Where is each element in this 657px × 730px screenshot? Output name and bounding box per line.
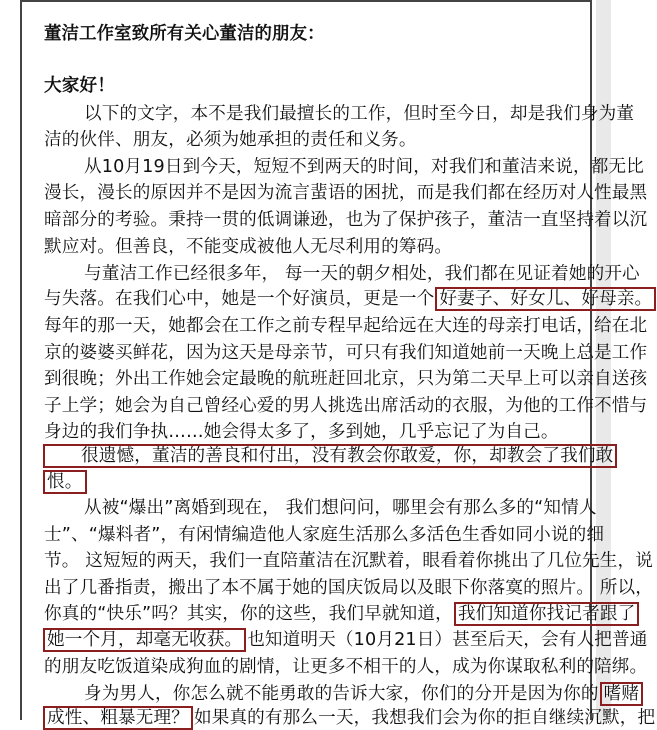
paragraph-3-line-7: 身边的我们争执……她会得太多了，多到她，几乎忘记了为自己。 [44,422,559,442]
highlight-box-no-gain: 她一个月，却毫无收获。 [43,628,246,652]
highlight-box-regret: 很遗憾，董洁的善良和付出，没有教会你敢爱，你，却教会了我们敢 [43,444,617,468]
paragraph-4-line-2 [42,472,88,492]
paragraph-6-line-2-text: 如果真的有那么一天，我想我们会为你的拒自继续沉默，把 [193,708,656,728]
paragraph-3-line-3: 每年的那一天，她都会在工作之前专程早起给远在大连的母亲打电话，给在北 [44,316,648,336]
paragraph-2-line-1: 从10月19日到今天，短短不到两天的时间，对我们和董洁来说，都无比 [84,157,644,177]
paragraph-6-line-1 [84,684,644,704]
paragraph-3-line-4: 京的婆婆买鲜花，因为这天是母亲节，可只有我们知道她前一天晚上总是工作 [44,343,648,363]
paragraph-5-line-4: 出了几番指责，搬出了本不属于她的国庆饭局以及眼下你落寞的照片。 所以， [44,578,654,598]
paragraph-5-line-1: 从被“爆出”离婚到现在， 我们想问问，哪里会有那么多的“知情人 [84,498,597,518]
paragraph-5-line-5-text: 你真的“快乐”吗？其实，你的这些，我们早就知道， [44,604,453,624]
paragraph-4-line-1 [42,446,618,466]
paragraph-1-line-1: 以下的文字，本不是我们最擅长的工作，但时至今日，却是我们身为董 [84,104,635,124]
highlight-box-reporter: 我们知道你找记者跟了 [454,602,639,626]
paragraph-3-line-2 [44,289,657,309]
paragraph-2-line-4: 默应对。但善良，不能变成被他人无尽利用的筹码。 [44,237,453,257]
paragraph-3-line-5: 到很晚；外出工作她会定最晚的航班赶回北京，只为第二天早上可以亲自送孩 [44,369,648,389]
paragraph-5-line-7: 的朋友吃饭道染成狗血的剧情，让更多不相干的人，成为你谋取私利的陪绑。 [44,657,648,677]
paragraph-6-line-1-text: 身为男人，你怎么就不能勇敢的告诉大家，你们的分开是因为你的 [84,684,599,704]
paragraph-6-line-2 [42,708,655,728]
letter-title: 董洁工作室致所有关心董洁的朋友： [44,24,325,44]
paragraph-5-line-2: 士”、“爆料者”，有闲情编造他人家庭生活那么多活色生香如同小说的细 [44,525,605,545]
highlight-box-hate: 恨。 [43,470,87,494]
paragraph-3-line-6: 子上学；她会为自己曾经心爱的男人挑选出席活动的衣服，为他的工作不惜与 [44,396,648,416]
paragraph-3-line-1: 与董洁工作已经很多年， 每一天的朝夕相处，我们都在见证着她的开心 [84,264,640,284]
paragraph-5-line-5 [44,604,640,624]
paragraph-2-line-2: 漫长，漫长的原因并不是因为流言蜚语的困扰，而是我们都在经历对人性最黑 [44,183,648,203]
paragraph-1-line-2: 洁的伙伴、朋友，必须为她承担的责任和义务。 [44,130,417,150]
highlight-box-gambling: 嗜赌 [600,682,644,706]
paragraph-5-line-6 [42,630,647,650]
greeting: 大家好！ [44,76,115,96]
paragraph-5-line-6-text: 也知道明天（10月21日）甚至后天，会有人把普通 [247,630,648,650]
paragraph-5-line-3: 节。 这短短的两天，我们一直陪董洁在沉默着，眼看着你挑出了几位先生，说 [44,551,654,571]
paragraph-2-line-3: 暗部分的考验。秉持一贯的低调谦逊，也为了保护孩子，董洁一直坚持着以沉 [44,210,648,230]
paragraph-3-line-2-text: 与失落。在我们心中，她是一个好演员，更是一个 [44,289,435,309]
highlight-box-rude: 成性、粗暴无理？ [43,706,193,730]
highlight-box-good-wife: 好妻子、好女儿、好母亲。 [435,287,656,311]
